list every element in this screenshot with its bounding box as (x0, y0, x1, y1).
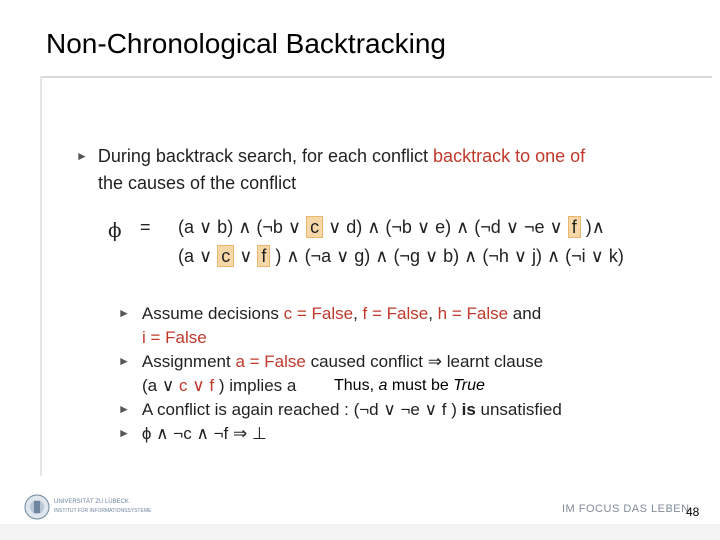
formula-row-1: (a ∨ b) ∧ (¬b ∨ c ∨ d) ∧ (¬b ∨ e) ∧ (¬d ∨ ¬e ∨ f )∧ (178, 217, 605, 237)
sub-bullet-1: ► Assume decisions c = False, f = False, h = False and (118, 304, 542, 323)
institute-name: INSTITUT FÜR INFORMATIONSSYSTEME (54, 508, 152, 514)
university-name: UNIVERSITÄT ZU LÜBECK (54, 499, 129, 505)
highlight-c: c (217, 245, 234, 267)
highlight-c: c (306, 216, 323, 238)
bullet-1-line-2: the causes of the conflict (98, 173, 297, 193)
formula-row-2: (a ∨ c ∨ f ) ∧ (¬a ∨ g) ∧ (¬g ∨ b) ∧ (¬h ∨ j) ∧ (¬i ∨ k) (178, 246, 624, 266)
annotation-note: Thus, a must be True (334, 377, 485, 394)
footer-bar (0, 524, 720, 540)
highlight-f: f (568, 216, 581, 238)
slogan: IM FOCUS DAS LEBEN (562, 503, 690, 515)
slide-title: Non-Chronological Backtracking (46, 28, 446, 59)
formula-phi: ϕ (108, 218, 122, 242)
bullet-marker-icon: ► (118, 402, 130, 416)
bullet-marker-icon: ► (118, 354, 130, 368)
highlight-f: f (257, 245, 270, 267)
sub-bullet-1-line-2: i = False (142, 328, 207, 347)
university-seal-icon (24, 490, 174, 524)
bullet-1: ► During backtrack search, for each conflict backtrack to one of (76, 146, 586, 166)
bullet-marker-icon: ► (76, 149, 88, 163)
sub-bullet-3: ► A conflict is again reached : (¬d ∨ ¬e ∨ f ) is unsatisfied (118, 400, 562, 419)
sub-bullet-2: ► Assignment a = False caused conflict ⇒ learnt clause (118, 352, 544, 371)
sub-bullet-4: ► ϕ ∧ ¬c ∧ ¬f ⇒ ⊥ (118, 424, 267, 443)
bullet-1-highlight: backtrack to one of (433, 146, 586, 166)
page-number: 48 (686, 505, 700, 519)
university-logo (24, 490, 174, 524)
left-divider (40, 76, 42, 476)
bullet-marker-icon: ► (118, 306, 130, 320)
bullet-marker-icon: ► (118, 426, 130, 440)
sub-bullet-2-line-2: (a ∨ c ∨ f ) implies a (142, 376, 297, 395)
title-divider (40, 76, 712, 78)
formula-equals: = (140, 217, 151, 237)
